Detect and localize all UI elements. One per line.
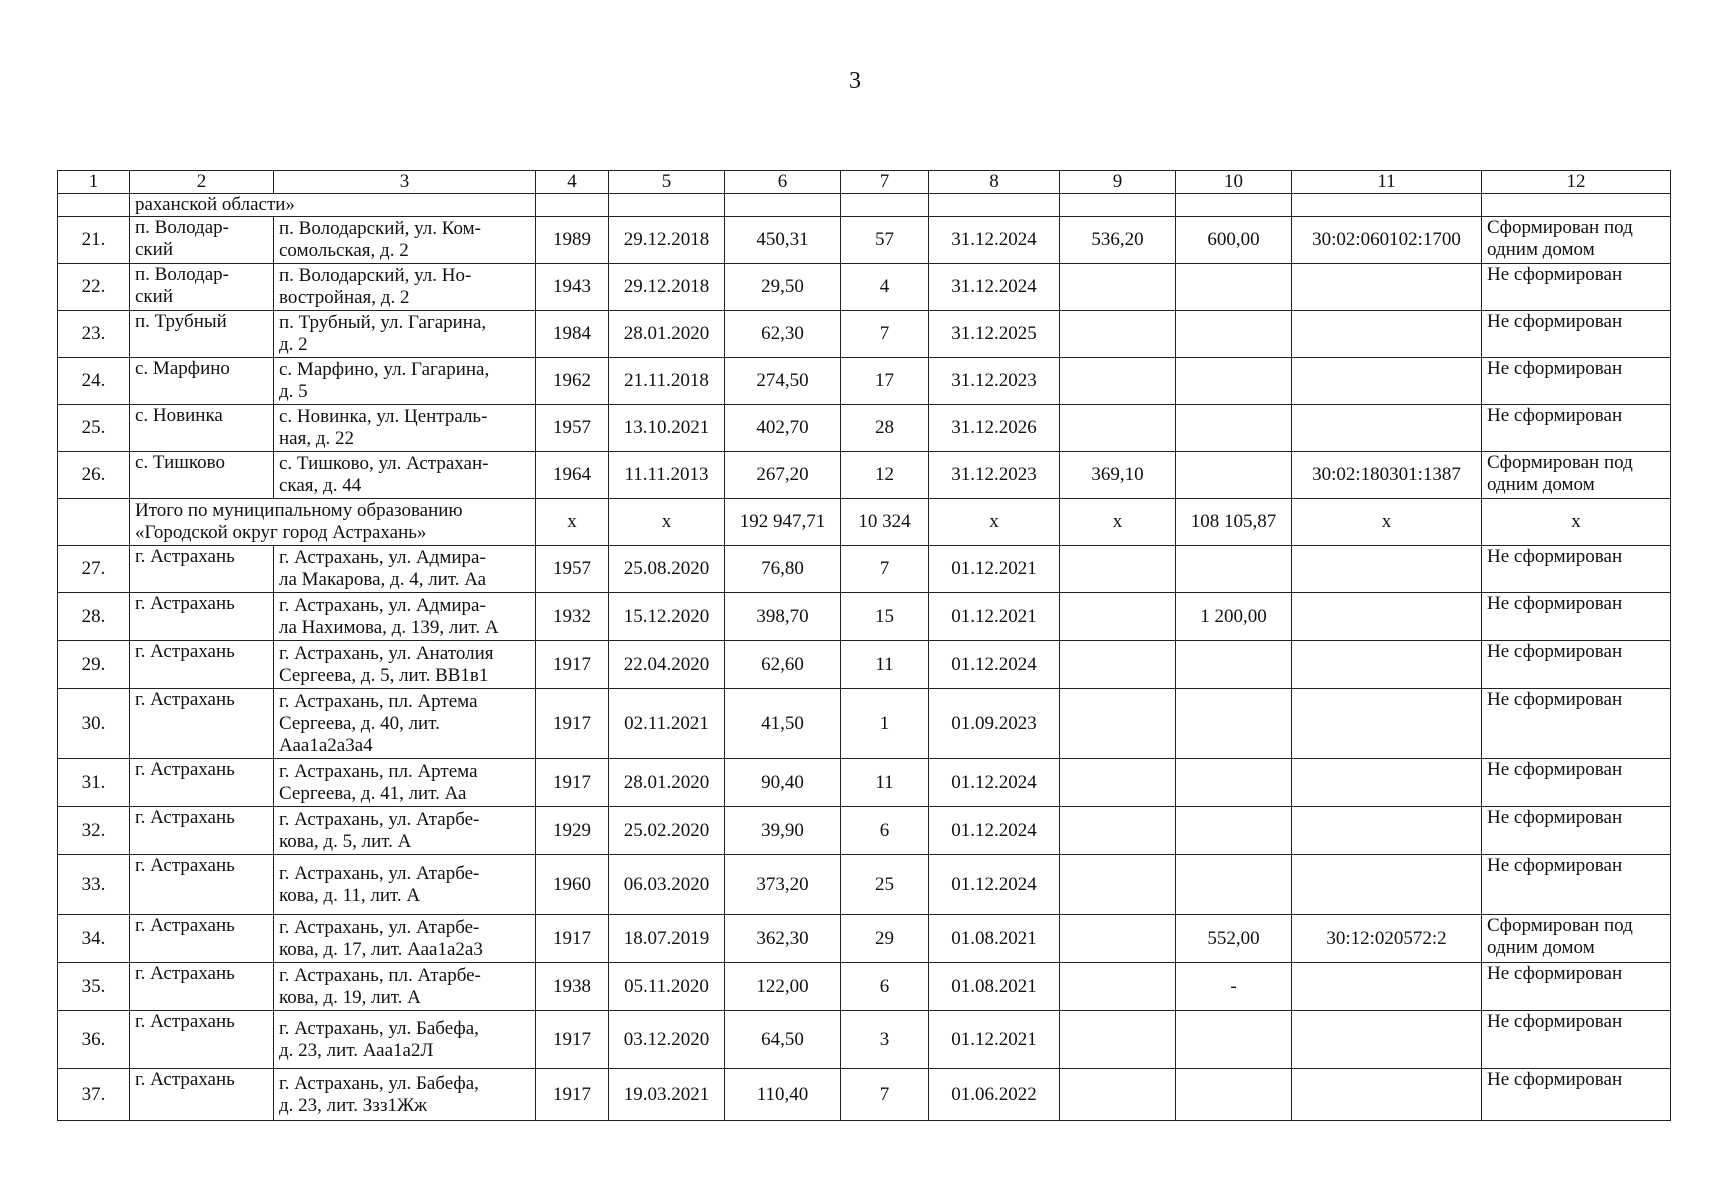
value-cell <box>1176 641 1292 689</box>
subtotal-label: Итого по муниципальному образованию «Городской округ город Астрахань» <box>130 499 536 546</box>
value-cell: 600,00 <box>1176 217 1292 264</box>
row-number: 30. <box>58 689 130 759</box>
subtotal-deadline-cell: х <box>929 499 1060 546</box>
address-cell: с. Тишково, ул. Астрахан- ская, д. 44 <box>274 452 536 499</box>
subtotal-residents-cell: 10 324 <box>841 499 929 546</box>
cadastral-number-cell <box>1292 759 1482 807</box>
residents-cell: 17 <box>841 358 929 405</box>
row-number: 29. <box>58 641 130 689</box>
table-row <box>58 452 1671 499</box>
year-cell: 1938 <box>536 963 609 1011</box>
settlement-cell: г. Астрахань <box>130 546 274 593</box>
table-row <box>58 759 1671 807</box>
date-cell: 25.08.2020 <box>609 546 725 593</box>
deadline-cell: 01.12.2024 <box>929 641 1060 689</box>
status-cell: Не сформирован <box>1482 311 1671 358</box>
status-cell: Не сформирован <box>1482 264 1671 311</box>
continuation-text: раханской области» <box>130 194 536 217</box>
value-cell <box>1060 807 1176 855</box>
year-cell: 1917 <box>536 1069 609 1121</box>
row-number: 26. <box>58 452 130 499</box>
table-row <box>58 217 1671 264</box>
row-number: 25. <box>58 405 130 452</box>
address-cell: г. Астрахань, пл. Артема Сергеева, д. 40, лит. Ааа1а2а3а4 <box>274 689 536 759</box>
date-cell: 28.01.2020 <box>609 759 725 807</box>
page-number: 3 <box>849 68 861 94</box>
column-number: 2 <box>130 171 274 194</box>
residents-cell: 12 <box>841 452 929 499</box>
settlement-cell: п. Трубный <box>130 311 274 358</box>
cadastral-number-cell <box>1292 689 1482 759</box>
settlement-cell: п. Володар- ский <box>130 217 274 264</box>
value-cell <box>1176 759 1292 807</box>
table-cell <box>1482 194 1671 217</box>
value-cell <box>1176 311 1292 358</box>
table-row <box>58 807 1671 855</box>
cadastral-number-cell: 30:02:180301:1387 <box>1292 452 1482 499</box>
value-cell <box>1060 264 1176 311</box>
table-cell <box>1060 194 1176 217</box>
status-cell: Сформирован под одним домом <box>1482 217 1671 264</box>
date-cell: 06.03.2020 <box>609 855 725 915</box>
residents-cell: 29 <box>841 915 929 963</box>
residents-cell: 7 <box>841 546 929 593</box>
year-cell: 1984 <box>536 311 609 358</box>
column-number: 10 <box>1176 171 1292 194</box>
subtotal-c9-cell: х <box>1060 499 1176 546</box>
table-row <box>58 855 1671 915</box>
residents-cell: 11 <box>841 759 929 807</box>
area-cell: 110,40 <box>725 1069 841 1121</box>
value-cell <box>1060 689 1176 759</box>
column-number: 1 <box>58 171 130 194</box>
area-cell: 398,70 <box>725 593 841 641</box>
settlement-cell: г. Астрахань <box>130 759 274 807</box>
cadastral-number-cell <box>1292 641 1482 689</box>
column-number: 7 <box>841 171 929 194</box>
settlement-cell: г. Астрахань <box>130 593 274 641</box>
status-cell: Не сформирован <box>1482 405 1671 452</box>
value-cell <box>1176 1069 1292 1121</box>
status-cell: Не сформирован <box>1482 855 1671 915</box>
settlement-cell: г. Астрахань <box>130 1069 274 1121</box>
area-cell: 274,50 <box>725 358 841 405</box>
value-cell <box>1176 264 1292 311</box>
row-number: 24. <box>58 358 130 405</box>
table-row <box>58 593 1671 641</box>
value-cell <box>1060 405 1176 452</box>
column-number: 4 <box>536 171 609 194</box>
row-number: 28. <box>58 593 130 641</box>
residents-cell: 11 <box>841 641 929 689</box>
area-cell: 29,50 <box>725 264 841 311</box>
status-cell: Не сформирован <box>1482 546 1671 593</box>
residents-cell: 1 <box>841 689 929 759</box>
area-cell: 64,50 <box>725 1011 841 1069</box>
settlement-cell: с. Тишково <box>130 452 274 499</box>
value-cell <box>1060 1011 1176 1069</box>
status-cell: Не сформирован <box>1482 593 1671 641</box>
deadline-cell: 01.12.2021 <box>929 546 1060 593</box>
column-number: 5 <box>609 171 725 194</box>
row-number: 22. <box>58 264 130 311</box>
value-cell <box>1176 1011 1292 1069</box>
deadline-cell: 01.06.2022 <box>929 1069 1060 1121</box>
table-row <box>58 311 1671 358</box>
settlement-cell: г. Астрахань <box>130 855 274 915</box>
year-cell: 1929 <box>536 807 609 855</box>
area-cell: 450,31 <box>725 217 841 264</box>
table-row <box>58 1011 1671 1069</box>
address-cell: г. Астрахань, ул. Атарбе- кова, д. 17, лит. Ааа1а2а3 <box>274 915 536 963</box>
status-cell: Не сформирован <box>1482 807 1671 855</box>
row-number: 34. <box>58 915 130 963</box>
date-cell: 05.11.2020 <box>609 963 725 1011</box>
deadline-cell: 31.12.2026 <box>929 405 1060 452</box>
row-number: 33. <box>58 855 130 915</box>
area-cell: 76,80 <box>725 546 841 593</box>
area-cell: 39,90 <box>725 807 841 855</box>
cadastral-number-cell <box>1292 807 1482 855</box>
value-cell <box>1060 759 1176 807</box>
cadastral-number-cell <box>1292 1069 1482 1121</box>
deadline-cell: 01.08.2021 <box>929 963 1060 1011</box>
deadline-cell: 01.12.2024 <box>929 855 1060 915</box>
settlement-cell: г. Астрахань <box>130 915 274 963</box>
deadline-cell: 31.12.2023 <box>929 358 1060 405</box>
value-cell: 1 200,00 <box>1176 593 1292 641</box>
date-cell: 29.12.2018 <box>609 217 725 264</box>
table-cell <box>58 194 130 217</box>
status-cell: Не сформирован <box>1482 358 1671 405</box>
address-cell: г. Астрахань, ул. Адмира- ла Нахимова, д. 139, лит. А <box>274 593 536 641</box>
value-cell <box>1176 689 1292 759</box>
row-number: 27. <box>58 546 130 593</box>
table-row <box>58 641 1671 689</box>
cadastral-number-cell <box>1292 405 1482 452</box>
table-cell <box>929 194 1060 217</box>
settlement-cell: с. Марфино <box>130 358 274 405</box>
address-cell: г. Астрахань, пл. Атарбе- кова, д. 19, лит. А <box>274 963 536 1011</box>
area-cell: 267,20 <box>725 452 841 499</box>
date-cell: 29.12.2018 <box>609 264 725 311</box>
date-cell: 02.11.2021 <box>609 689 725 759</box>
year-cell: 1917 <box>536 689 609 759</box>
subtotal-status-cell: х <box>1482 499 1671 546</box>
table-row <box>58 405 1671 452</box>
date-cell: 03.12.2020 <box>609 1011 725 1069</box>
area-cell: 62,60 <box>725 641 841 689</box>
deadline-cell: 01.12.2024 <box>929 759 1060 807</box>
date-cell: 25.02.2020 <box>609 807 725 855</box>
table-row <box>58 689 1671 759</box>
residents-cell: 3 <box>841 1011 929 1069</box>
area-cell: 373,20 <box>725 855 841 915</box>
year-cell: 1917 <box>536 759 609 807</box>
status-cell: Сформирован под одним домом <box>1482 452 1671 499</box>
address-cell: с. Марфино, ул. Гагарина, д. 5 <box>274 358 536 405</box>
area-cell: 41,50 <box>725 689 841 759</box>
address-cell: г. Астрахань, ул. Бабефа, д. 23, лит. Ааа1а2Л <box>274 1011 536 1069</box>
deadline-cell: 31.12.2023 <box>929 452 1060 499</box>
table-row <box>58 358 1671 405</box>
row-number: 31. <box>58 759 130 807</box>
status-cell: Сформирован под одним домом <box>1482 915 1671 963</box>
residents-cell: 7 <box>841 1069 929 1121</box>
value-cell <box>1060 311 1176 358</box>
table-cell <box>1176 194 1292 217</box>
column-number-row <box>58 171 1671 194</box>
value-cell <box>1176 855 1292 915</box>
row-number: 36. <box>58 1011 130 1069</box>
date-cell: 15.12.2020 <box>609 593 725 641</box>
year-cell: 1917 <box>536 915 609 963</box>
table-cell <box>58 499 130 546</box>
date-cell: 28.01.2020 <box>609 311 725 358</box>
date-cell: 19.03.2021 <box>609 1069 725 1121</box>
subtotal-year-cell: х <box>536 499 609 546</box>
settlement-cell: г. Астрахань <box>130 807 274 855</box>
table-row <box>58 264 1671 311</box>
table-cell <box>1292 194 1482 217</box>
row-number: 37. <box>58 1069 130 1121</box>
table-cell <box>725 194 841 217</box>
table-row <box>58 915 1671 963</box>
residents-cell: 25 <box>841 855 929 915</box>
settlement-cell: г. Астрахань <box>130 689 274 759</box>
area-cell: 362,30 <box>725 915 841 963</box>
address-cell: г. Астрахань, ул. Атарбе- кова, д. 5, лит. А <box>274 807 536 855</box>
area-cell: 122,00 <box>725 963 841 1011</box>
cadastral-number-cell <box>1292 311 1482 358</box>
address-cell: г. Астрахань, ул. Анатолия Сергеева, д. 5, лит. ВВ1в1 <box>274 641 536 689</box>
year-cell: 1932 <box>536 593 609 641</box>
deadline-cell: 01.12.2024 <box>929 807 1060 855</box>
value-cell <box>1060 963 1176 1011</box>
address-cell: г. Астрахань, ул. Бабефа, д. 23, лит. Ззз1Жж <box>274 1069 536 1121</box>
table-row <box>58 963 1671 1011</box>
year-cell: 1989 <box>536 217 609 264</box>
status-cell: Не сформирован <box>1482 689 1671 759</box>
table-cell <box>609 194 725 217</box>
year-cell: 1960 <box>536 855 609 915</box>
value-cell <box>1060 855 1176 915</box>
value-cell <box>1176 358 1292 405</box>
value-cell <box>1060 915 1176 963</box>
address-cell: п. Володарский, ул. Но- востройная, д. 2 <box>274 264 536 311</box>
settlement-cell: п. Володар- ский <box>130 264 274 311</box>
address-cell: с. Новинка, ул. Централь- ная, д. 22 <box>274 405 536 452</box>
deadline-cell: 01.08.2021 <box>929 915 1060 963</box>
status-cell: Не сформирован <box>1482 759 1671 807</box>
row-number: 23. <box>58 311 130 358</box>
value-cell <box>1060 546 1176 593</box>
value-cell: 552,00 <box>1176 915 1292 963</box>
address-cell: п. Трубный, ул. Гагарина, д. 2 <box>274 311 536 358</box>
residents-cell: 6 <box>841 807 929 855</box>
value-cell <box>1060 593 1176 641</box>
column-number: 12 <box>1482 171 1671 194</box>
row-number: 21. <box>58 217 130 264</box>
area-cell: 62,30 <box>725 311 841 358</box>
cadastral-number-cell <box>1292 546 1482 593</box>
deadline-cell: 01.09.2023 <box>929 689 1060 759</box>
value-cell <box>1176 546 1292 593</box>
cadastral-number-cell <box>1292 593 1482 641</box>
value-cell: - <box>1176 963 1292 1011</box>
deadline-cell: 01.12.2021 <box>929 593 1060 641</box>
deadline-cell: 01.12.2021 <box>929 1011 1060 1069</box>
cadastral-number-cell: 30:12:020572:2 <box>1292 915 1482 963</box>
deadline-cell: 31.12.2024 <box>929 264 1060 311</box>
date-cell: 18.07.2019 <box>609 915 725 963</box>
year-cell: 1957 <box>536 405 609 452</box>
year-cell: 1957 <box>536 546 609 593</box>
column-number: 11 <box>1292 171 1482 194</box>
address-cell: г. Астрахань, пл. Артема Сергеева, д. 41, лит. Аа <box>274 759 536 807</box>
value-cell <box>1176 452 1292 499</box>
cadastral-number-cell <box>1292 264 1482 311</box>
address-cell: г. Астрахань, ул. Атарбе- кова, д. 11, лит. А <box>274 855 536 915</box>
address-cell: п. Володарский, ул. Ком- сомольская, д. 2 <box>274 217 536 264</box>
value-cell: 536,20 <box>1060 217 1176 264</box>
subtotal-cadastre-cell: х <box>1292 499 1482 546</box>
table-row <box>58 546 1671 593</box>
settlement-cell: с. Новинка <box>130 405 274 452</box>
year-cell: 1917 <box>536 641 609 689</box>
continuation-row <box>58 194 1671 217</box>
year-cell: 1962 <box>536 358 609 405</box>
status-cell: Не сформирован <box>1482 641 1671 689</box>
residents-cell: 15 <box>841 593 929 641</box>
column-number: 8 <box>929 171 1060 194</box>
subtotal-row <box>58 499 1671 546</box>
table-cell <box>536 194 609 217</box>
settlement-cell: г. Астрахань <box>130 641 274 689</box>
row-number: 32. <box>58 807 130 855</box>
date-cell: 21.11.2018 <box>609 358 725 405</box>
residents-cell: 28 <box>841 405 929 452</box>
row-number: 35. <box>58 963 130 1011</box>
cadastral-number-cell <box>1292 855 1482 915</box>
area-cell: 402,70 <box>725 405 841 452</box>
deadline-cell: 31.12.2025 <box>929 311 1060 358</box>
settlement-cell: г. Астрахань <box>130 963 274 1011</box>
cadastral-number-cell <box>1292 358 1482 405</box>
value-cell <box>1176 405 1292 452</box>
column-number: 3 <box>274 171 536 194</box>
year-cell: 1964 <box>536 452 609 499</box>
deadline-cell: 31.12.2024 <box>929 217 1060 264</box>
settlement-cell: г. Астрахань <box>130 1011 274 1069</box>
cadastral-number-cell <box>1292 963 1482 1011</box>
residents-cell: 6 <box>841 963 929 1011</box>
subtotal-area-cell: 192 947,71 <box>725 499 841 546</box>
value-cell <box>1176 807 1292 855</box>
date-cell: 11.11.2013 <box>609 452 725 499</box>
residents-cell: 4 <box>841 264 929 311</box>
value-cell <box>1060 1069 1176 1121</box>
date-cell: 22.04.2020 <box>609 641 725 689</box>
area-cell: 90,40 <box>725 759 841 807</box>
subtotal-c10-cell: 108 105,87 <box>1176 499 1292 546</box>
status-cell: Не сформирован <box>1482 1011 1671 1069</box>
column-number: 9 <box>1060 171 1176 194</box>
cadastral-number-cell: 30:02:060102:1700 <box>1292 217 1482 264</box>
year-cell: 1943 <box>536 264 609 311</box>
status-cell: Не сформирован <box>1482 963 1671 1011</box>
residents-cell: 57 <box>841 217 929 264</box>
table-row <box>58 1069 1671 1121</box>
year-cell: 1917 <box>536 1011 609 1069</box>
address-cell: г. Астрахань, ул. Адмира- ла Макарова, д. 4, лит. Аа <box>274 546 536 593</box>
status-cell: Не сформирован <box>1482 1069 1671 1121</box>
column-number: 6 <box>725 171 841 194</box>
value-cell: 369,10 <box>1060 452 1176 499</box>
residents-cell: 7 <box>841 311 929 358</box>
table-cell <box>841 194 929 217</box>
cadastral-number-cell <box>1292 1011 1482 1069</box>
date-cell: 13.10.2021 <box>609 405 725 452</box>
value-cell <box>1060 641 1176 689</box>
housing-registry-table <box>57 170 1671 1121</box>
subtotal-date-cell: х <box>609 499 725 546</box>
value-cell <box>1060 358 1176 405</box>
